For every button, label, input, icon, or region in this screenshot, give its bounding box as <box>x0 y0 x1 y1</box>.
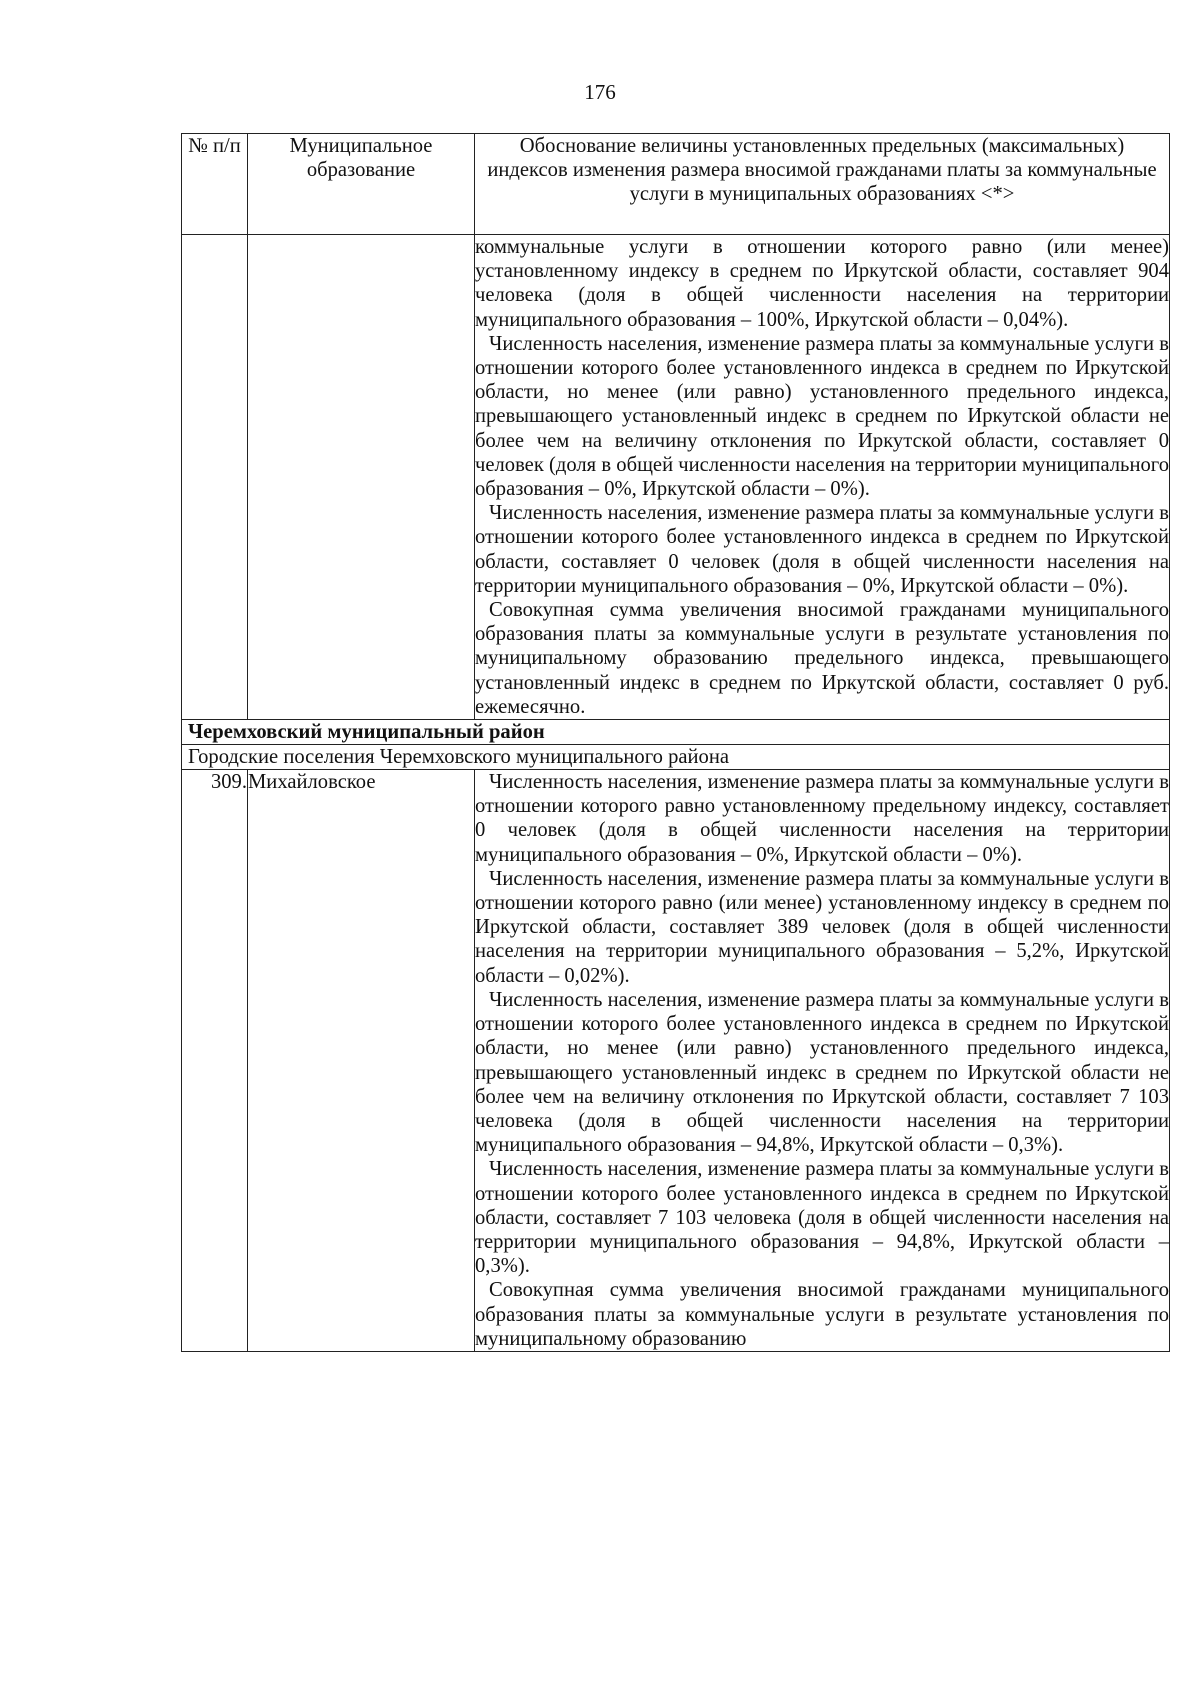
table-header-row <box>182 134 1170 235</box>
continuation-number-cell <box>182 235 248 720</box>
justification-paragraph: Численность населения, изменение размера платы за коммунальные услуги в отношении которого более установленного индекса в среднем по Иркутской области, составляет 0 человек (доля в общей численности населения на территории муниципального образования – 0%, Иркутской области – 0%). <box>475 502 1169 597</box>
header-municipality: Муниципальное образование <box>248 134 475 235</box>
continuation-row <box>182 235 1170 720</box>
district-heading: Черемховский муниципальный район <box>182 720 1170 745</box>
page-number: 176 <box>584 80 616 104</box>
justification-paragraph: Численность населения, изменение размера платы за коммунальные услуги в отношении которого равно (или менее) установленному индексу в среднем по Иркутской области, составляет 389 человек (доля в общей численности населения на территории муниципального образования – 5,2%, Иркутской области – 0,02%). <box>475 867 1169 987</box>
table-row-309 <box>182 770 1170 1352</box>
justification-paragraph: Численность населения, изменение размера платы за коммунальные услуги в отношении которого более установленного индекса в среднем по Иркутской области, но менее (или равно) установленного предельного индекса, превышающего установленный индекс в среднем по Иркутской области не более чем на величину отклонения по Иркутской области, составляет 7 103 человека (доля в общей численности населения на территории муниципального образования – 94,8%, Иркутской области – 0,3%). <box>475 988 1169 1157</box>
justification-paragraph: Совокупная сумма увеличения вносимой гражданами муниципального образования платы за коммунальные услуги в результате установления по муниципальному образованию предельного индекса, превышающего установленный индекс в среднем по Иркутской области, составляет 0 руб. ежемесячно. <box>475 599 1169 718</box>
header-number: № п/п <box>182 134 248 235</box>
row-number: 309. <box>182 770 248 1352</box>
justification-paragraph: коммунальные услуги в отношении которого равно (или менее) установленному индексу в среднем по Иркутской области, составляет 904 человека (доля в общей численности населения на территории муниципального образования – 100%, Иркутской области – 0,04%). <box>475 236 1169 331</box>
continuation-justification-cell <box>475 235 1170 720</box>
settlement-heading: Городские поселения Черемховского муниципального района <box>182 745 1170 770</box>
justification-paragraph: Совокупная сумма увеличения вносимой гражданами муниципального образования платы за коммунальные услуги в результате установления по муниципальному образованию <box>475 1279 1169 1350</box>
row-municipality: Михайловское <box>248 770 475 1352</box>
settlement-heading-row <box>182 745 1170 770</box>
district-heading-row <box>182 720 1170 745</box>
header-justification: Обоснование величины установленных предельных (максимальных) индексов изменения размера вносимой гражданами платы за коммунальные услуги в муниципальных образованиях <*> <box>475 134 1170 235</box>
justification-paragraph: Численность населения, изменение размера платы за коммунальные услуги в отношении которого более установленного индекса в среднем по Иркутской области, но менее (или равно) установленного предельного индекса, превышающего установленный индекс в среднем по Иркутской области не более чем на величину отклонения по Иркутской области, составляет 0 человек (доля в общей численности населения на территории муниципального образования – 0%, Иркутской области – 0%). <box>475 332 1169 501</box>
justification-paragraph: Численность населения, изменение размера платы за коммунальные услуги в отношении которого равно установленному предельному индексу, составляет 0 человек (доля в общей численности населения на территории муниципального образования – 0%, Иркутской области – 0%). <box>475 771 1169 866</box>
row-justification-cell <box>475 770 1170 1352</box>
continuation-municipality-cell <box>248 235 475 720</box>
justification-paragraph: Численность населения, изменение размера платы за коммунальные услуги в отношении которого более установленного индекса в среднем по Иркутской области, составляет 7 103 человека (доля в общей численности населения на территории муниципального образования – 94,8%, Иркутской области – 0,3%). <box>475 1158 1169 1278</box>
indices-table <box>181 133 1170 1352</box>
